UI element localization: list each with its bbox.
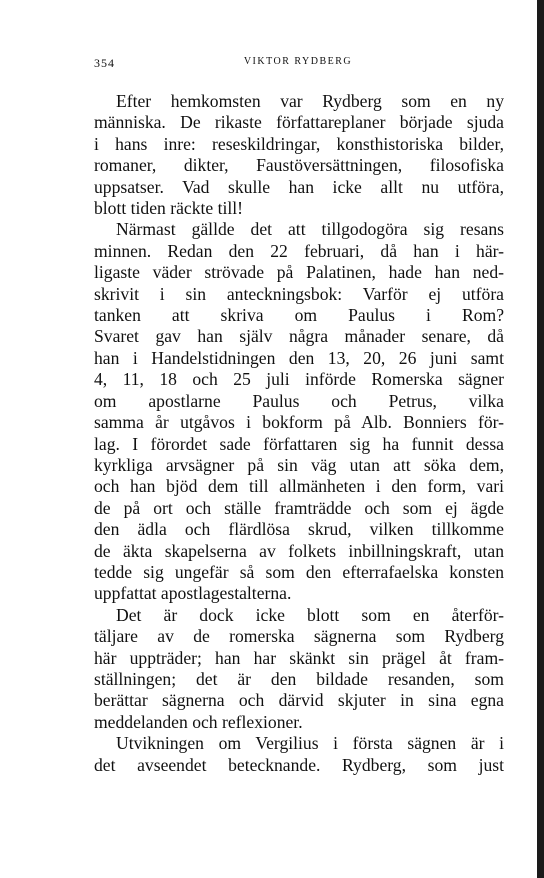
page-number: 354 (94, 56, 115, 70)
text-line: uppfattat apostlagestalterna. (94, 583, 292, 604)
text-line: meddelanden och reflexioner. (94, 711, 303, 732)
running-head: VIKTOR RYDBERG (243, 56, 353, 67)
text-line: de äkta skapelserna av folkets inbillningskraft, utan (94, 540, 504, 561)
text-line: lag. I förordet sade författaren sig ha funnit dessa (94, 433, 504, 454)
text-line: kyrkliga arvsägner på sin väg utan att söka dem, (94, 454, 504, 475)
text-line: i hans inre: reseskildringar, konsthistoriska bilder, (94, 133, 504, 154)
text-line: det avseendet betecknande. Rydberg, som just (94, 754, 504, 775)
text-line: skrivit i sin anteckningsbok: Varför ej utföra (94, 283, 504, 304)
text-line: täljare av de romerska sägnerna som Rydberg (94, 626, 504, 647)
text-line: Det är dock icke blott som en återför- (116, 604, 504, 625)
text-line: tedde sig ungefär så som den efterrafaelska konsten (94, 561, 504, 582)
text-line: Efter hemkomsten var Rydberg som en ny (116, 91, 504, 111)
text-line: berättar sägnerna och därvid skjuter in sina egna (94, 690, 504, 711)
text-line: de på ort och ställe framträdde och som ej ägde (94, 497, 504, 518)
text-line: minnen. Redan den 22 februari, då han i här- (94, 240, 504, 261)
text-line: människa. De rikaste författareplaner började sjuda (94, 112, 504, 133)
text-line: tanken att skriva om Paulus i Rom? (94, 305, 504, 326)
text-line: samma år utgåvos i bokform på Alb. Bonniers för- (94, 412, 504, 433)
text-line: och han bjöd dem till allmänheten i den form, vari (94, 476, 504, 497)
text-line: 4, 11, 18 och 25 juli införde Romerska sägner (94, 369, 504, 390)
body-text (94, 91, 504, 776)
text-line: uppsatser. Vad skulle han icke allt nu utföra, (94, 176, 504, 197)
text-line: Svaret gav han själv några månader senare, då (94, 326, 504, 347)
page-edge-shadow (537, 0, 544, 878)
text-line: romaner, dikter, Faustöversättningen, filosofiska (94, 155, 504, 176)
text-line: ligaste väder strövade på Palatinen, hade han ned- (94, 262, 504, 283)
text-line: här uppträder; han har skänkt sin prägel åt fram- (94, 647, 504, 668)
text-line: Närmast gällde det att tillgodogöra sig resans (116, 219, 504, 240)
page-header (94, 56, 502, 72)
text-line: blott tiden räckte till! (94, 198, 244, 219)
text-line: ställningen; det är den bildade resanden, som (94, 668, 504, 689)
text-line: om apostlarne Paulus och Petrus, vilka (94, 390, 504, 411)
text-line: Utvikningen om Vergilius i första sägnen är i (116, 733, 504, 754)
text-line: den ädla och flärdlösa skrud, vilken tillkomme (94, 519, 504, 540)
text-line: han i Handelstidningen den 13, 20, 26 juni samt (94, 347, 504, 368)
